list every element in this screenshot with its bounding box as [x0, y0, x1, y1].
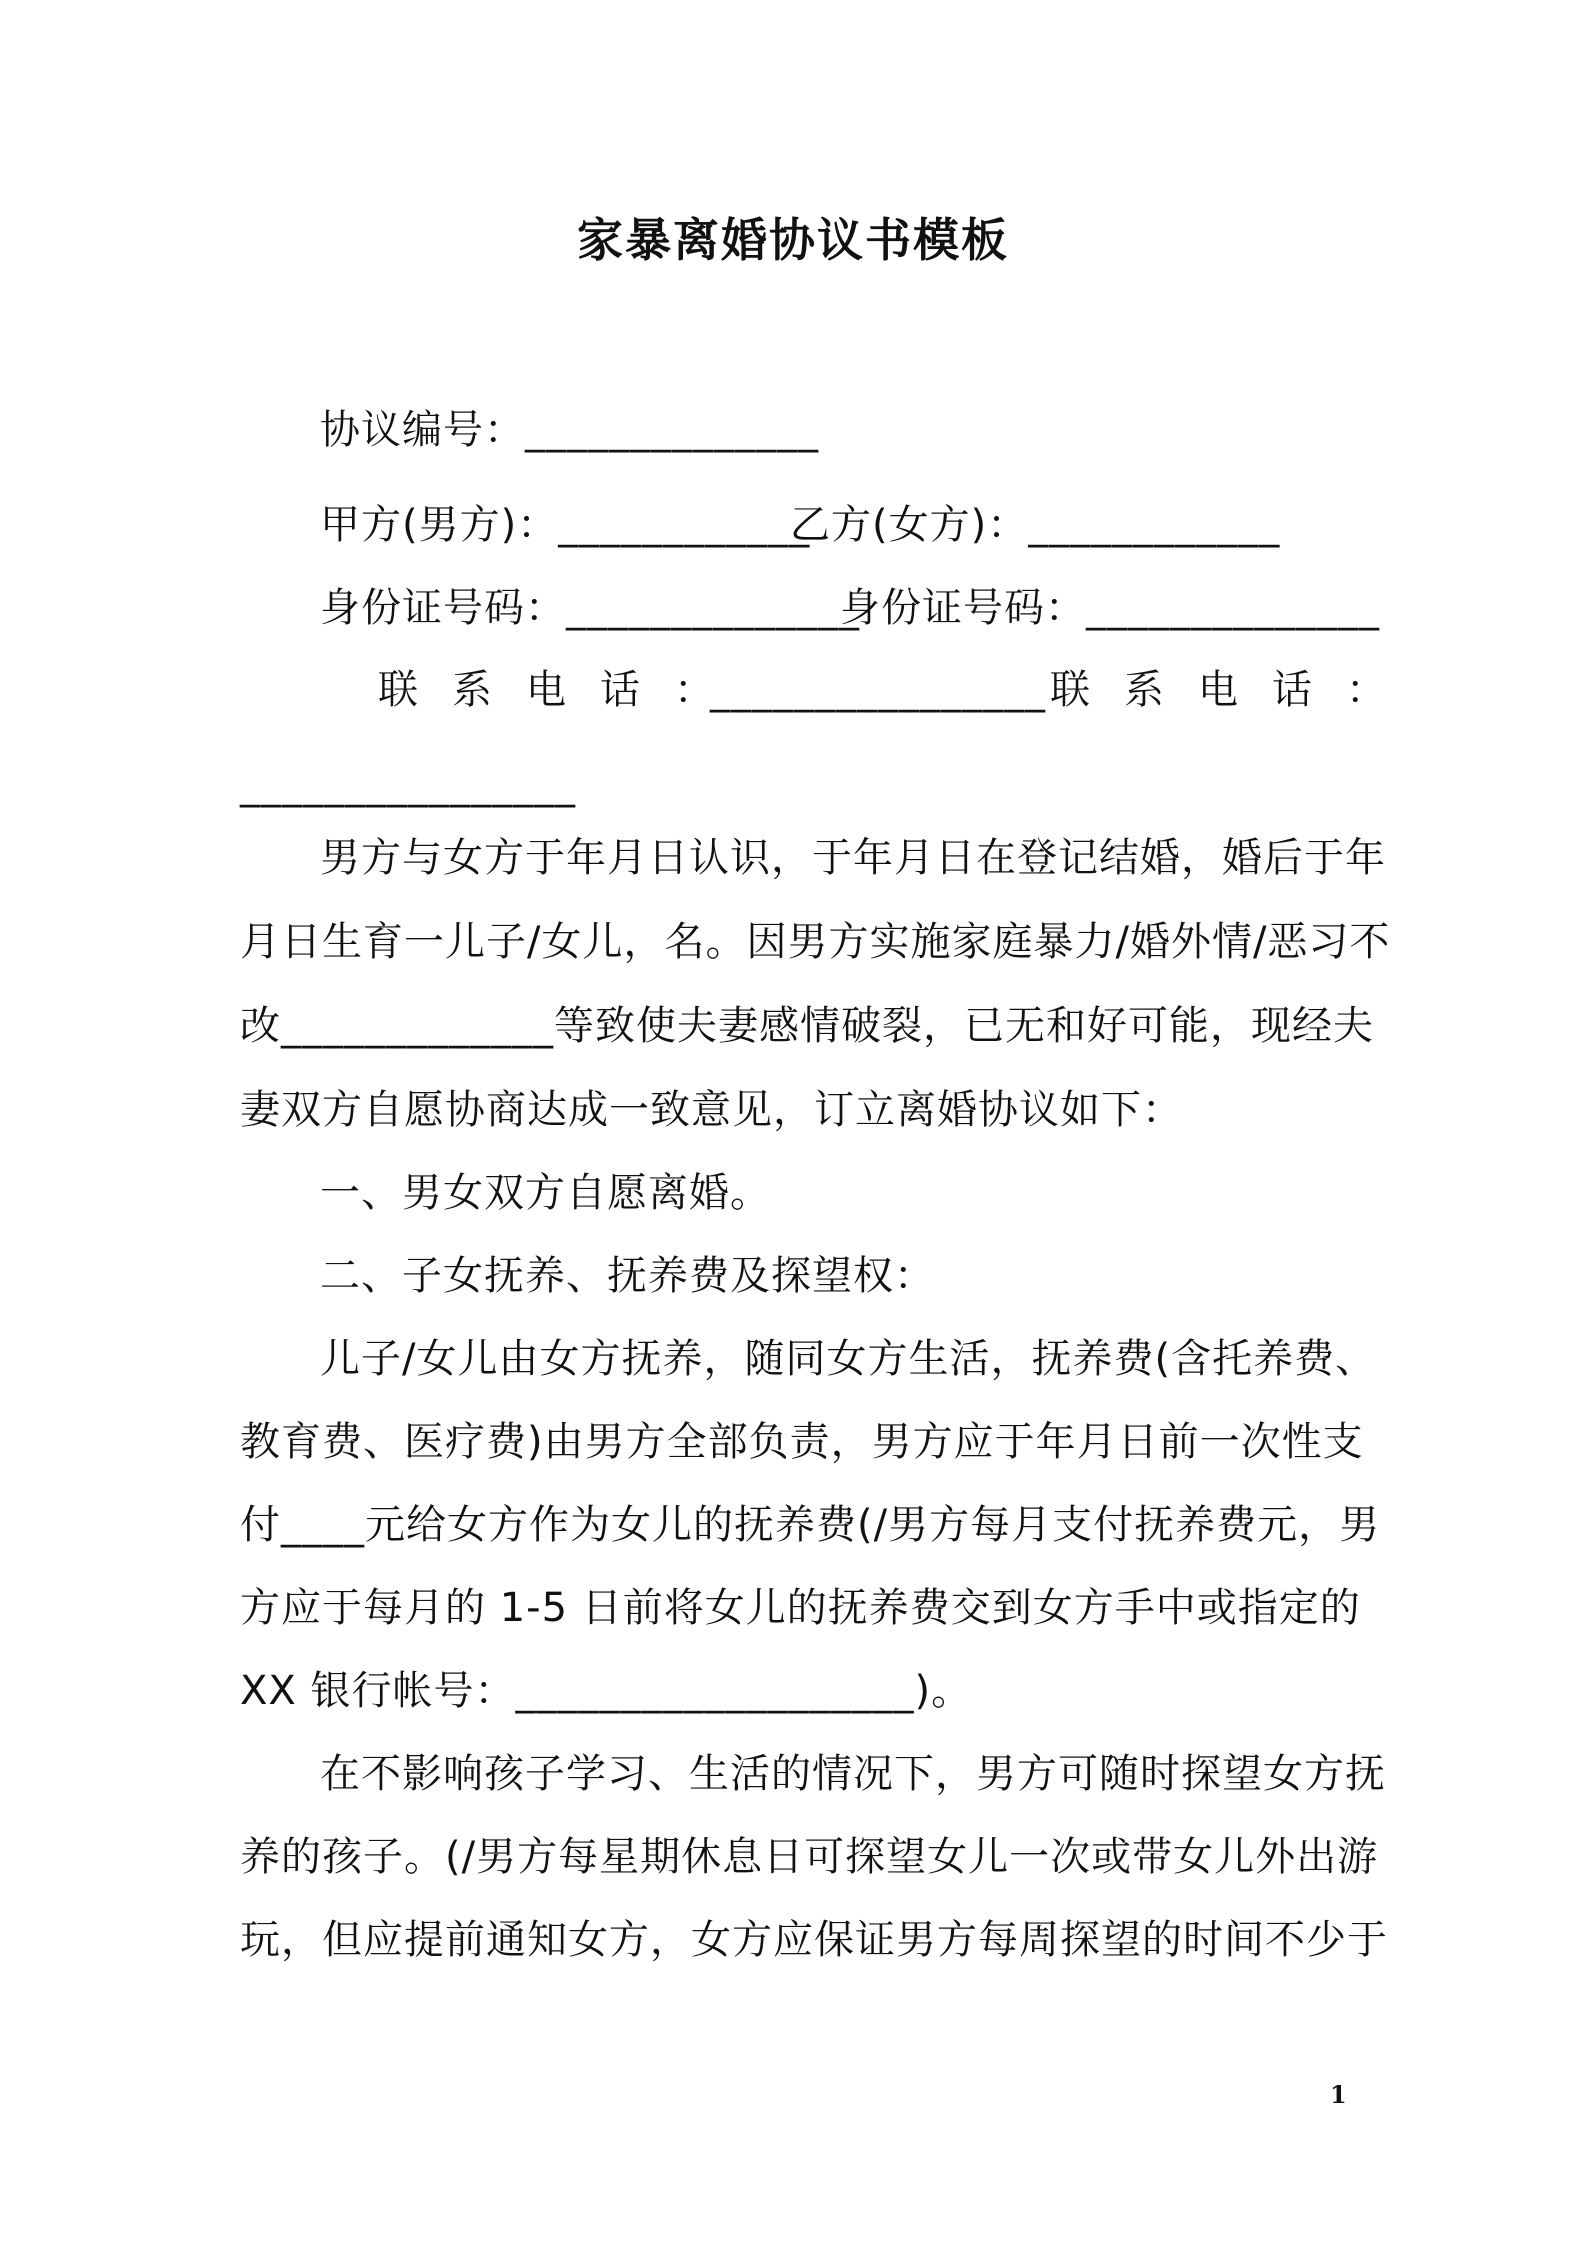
- paragraph-line: 玩，但应提前通知女方，女方应保证男方每周探望的时间不少于: [240, 1917, 1388, 1963]
- phone-b-blank: ________________: [240, 762, 576, 808]
- page-number: 1: [1330, 2080, 1347, 2109]
- paragraph-line: 男方与女方于年月日认识，于年月日在登记结婚，婚后于年: [320, 835, 1386, 881]
- phone-a-label: 联系电话：: [378, 667, 748, 713]
- clause-heading: 一、男女双方自愿离婚。: [320, 1170, 771, 1216]
- paragraph-line: XX 银行帐号：___________________)。: [240, 1668, 973, 1714]
- party-a-field: 甲方(男方)：____________: [320, 502, 811, 548]
- paragraph-line: 教育费、医疗费)由男方全部负责，男方应于年月日前一次性支: [240, 1419, 1364, 1465]
- phone-b-label: 联系电话：: [1050, 667, 1420, 713]
- paragraph-line: 月日生育一儿子/女儿，名。因男方实施家庭暴力/婚外情/恶习不: [240, 919, 1391, 965]
- paragraph-line: 付____元给女方作为女儿的抚养费(/男方每月支付抚养费元，男: [240, 1502, 1381, 1548]
- paragraph-line: 妻双方自愿协商达成一致意见，订立离婚协议如下：: [240, 1087, 1183, 1133]
- id-number-a-field: 身份证号码：______________: [320, 585, 860, 631]
- party-b-field: 乙方(女方)：____________: [790, 502, 1281, 548]
- id-number-b-field: 身份证号码：______________: [840, 585, 1380, 631]
- paragraph-line: 儿子/女儿由女方抚养，随同女方生活，抚养费(含托养费、: [320, 1336, 1377, 1382]
- paragraph-line: 养的孩子。(/男方每星期休息日可探望女儿一次或带女儿外出游: [240, 1834, 1379, 1880]
- paragraph-line: 在不影响孩子学习、生活的情况下，男方可随时探望女方抚: [320, 1751, 1386, 1797]
- paragraph-line: 改_____________等致使夫妻感情破裂，已无和好可能，现经夫: [240, 1003, 1374, 1049]
- paragraph-line: 方应于每月的 1-5 日前将女儿的抚养费交到女方手中或指定的: [240, 1585, 1361, 1631]
- agreement-number-field: 协议编号：______________: [320, 407, 819, 453]
- document-title: 家暴离婚协议书模板: [577, 213, 1009, 267]
- phone-a-blank: ________________: [710, 667, 1046, 713]
- clause-heading: 二、子女抚养、抚养费及探望权：: [320, 1253, 935, 1299]
